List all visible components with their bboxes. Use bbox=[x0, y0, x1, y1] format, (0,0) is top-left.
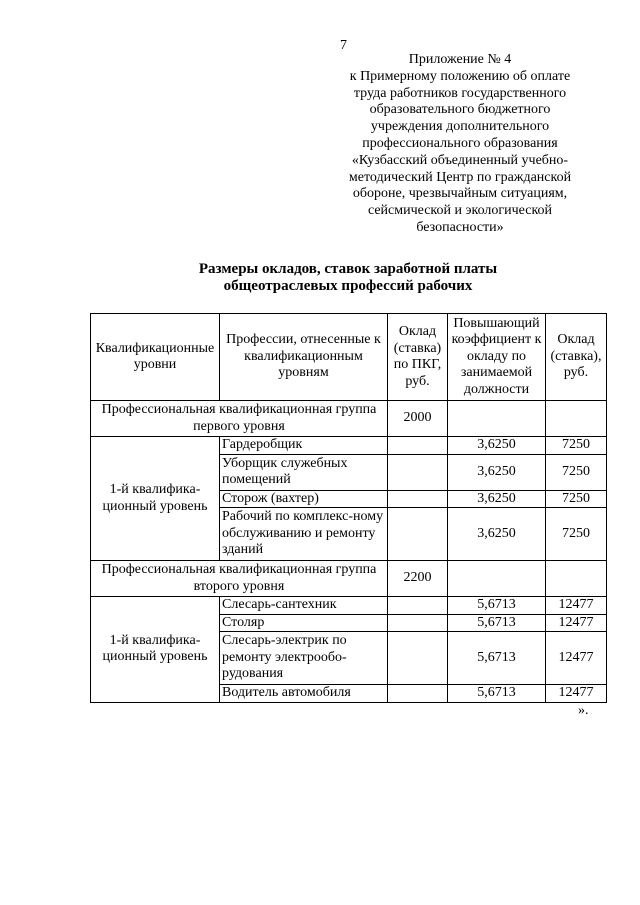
document-title bbox=[90, 261, 606, 295]
header-salary: Оклад (ставка), руб. bbox=[546, 314, 607, 401]
group-base-salary: 2200 bbox=[388, 561, 448, 597]
salary: 7250 bbox=[546, 437, 607, 455]
header-professions: Профессии, отнесенные к квалификационным уровням bbox=[220, 314, 388, 401]
salary: 7250 bbox=[546, 490, 607, 508]
appendix-line: методический Центр по гражданской bbox=[348, 169, 572, 185]
profession: Слесарь-электрик по ремонту электрообо-рудования bbox=[220, 632, 388, 685]
group-name: Профессиональная квалификационная группа первого уровня bbox=[91, 401, 388, 437]
group-base-salary: 2000 bbox=[388, 401, 448, 437]
title-line-1: Размеры окладов, ставок заработной платы bbox=[198, 261, 498, 277]
appendix-line: профессионального образования bbox=[362, 135, 558, 151]
appendix-line: образовательного бюджетного bbox=[369, 102, 551, 118]
title-line-2: общеотраслевых профессий рабочих bbox=[223, 278, 473, 294]
group-name: Профессиональная квалификационная группа второго уровня bbox=[91, 561, 388, 597]
salary-table bbox=[90, 313, 607, 703]
salary: 7250 bbox=[546, 454, 607, 490]
profession: Рабочий по комплекс-ному обслуживанию и ремонту зданий bbox=[220, 508, 388, 561]
appendix-header bbox=[326, 52, 594, 237]
header-level: Квалификационные уровни bbox=[91, 314, 220, 401]
coefficient: 5,6713 bbox=[448, 632, 546, 685]
profession: Уборщик служебных помещений bbox=[220, 454, 388, 490]
closing-quote: ». bbox=[578, 703, 589, 718]
profession: Столяр bbox=[220, 614, 388, 632]
coefficient: 3,6250 bbox=[448, 437, 546, 455]
coefficient: 5,6713 bbox=[448, 597, 546, 615]
profession: Сторож (вахтер) bbox=[220, 490, 388, 508]
salary: 12477 bbox=[546, 685, 607, 703]
profession: Водитель автомобиля bbox=[220, 685, 388, 703]
appendix-line: учреждения дополнительного bbox=[370, 119, 550, 135]
group-row bbox=[91, 401, 607, 437]
page-number: 7 bbox=[340, 38, 347, 53]
table-row bbox=[91, 437, 607, 455]
coefficient: 5,6713 bbox=[448, 614, 546, 632]
appendix-line: к Примерному положению об оплате bbox=[349, 68, 571, 84]
appendix-line: «Кузбасский объединенный учебно- bbox=[351, 152, 569, 168]
header-coefficient: Повышающий коэффициент к окладу по занимаемой должности bbox=[448, 314, 546, 401]
salary: 12477 bbox=[546, 614, 607, 632]
table-row bbox=[91, 597, 607, 615]
header-salary-pkg: Оклад (ставка) по ПКГ, руб. bbox=[388, 314, 448, 401]
coefficient: 3,6250 bbox=[448, 508, 546, 561]
appendix-line: Приложение № 4 bbox=[408, 52, 512, 67]
profession: Гардеробщик bbox=[220, 437, 388, 455]
appendix-line: труда работников государственного bbox=[353, 85, 567, 101]
coefficient: 3,6250 bbox=[448, 490, 546, 508]
qualification-level: 1-й квалифика-ционный уровень bbox=[91, 597, 220, 703]
coefficient: 3,6250 bbox=[448, 454, 546, 490]
profession: Слесарь-сантехник bbox=[220, 597, 388, 615]
salary: 12477 bbox=[546, 597, 607, 615]
salary: 7250 bbox=[546, 508, 607, 561]
appendix-line: сейсмической и экологической bbox=[367, 203, 553, 219]
appendix-line: обороне, чрезвычайным ситуациям, bbox=[352, 186, 568, 202]
qualification-level: 1-й квалифика-ционный уровень bbox=[91, 437, 220, 561]
appendix-line: безопасности» bbox=[416, 219, 504, 235]
coefficient: 5,6713 bbox=[448, 685, 546, 703]
salary: 12477 bbox=[546, 632, 607, 685]
group-row bbox=[91, 561, 607, 597]
table-header-row bbox=[91, 314, 607, 401]
